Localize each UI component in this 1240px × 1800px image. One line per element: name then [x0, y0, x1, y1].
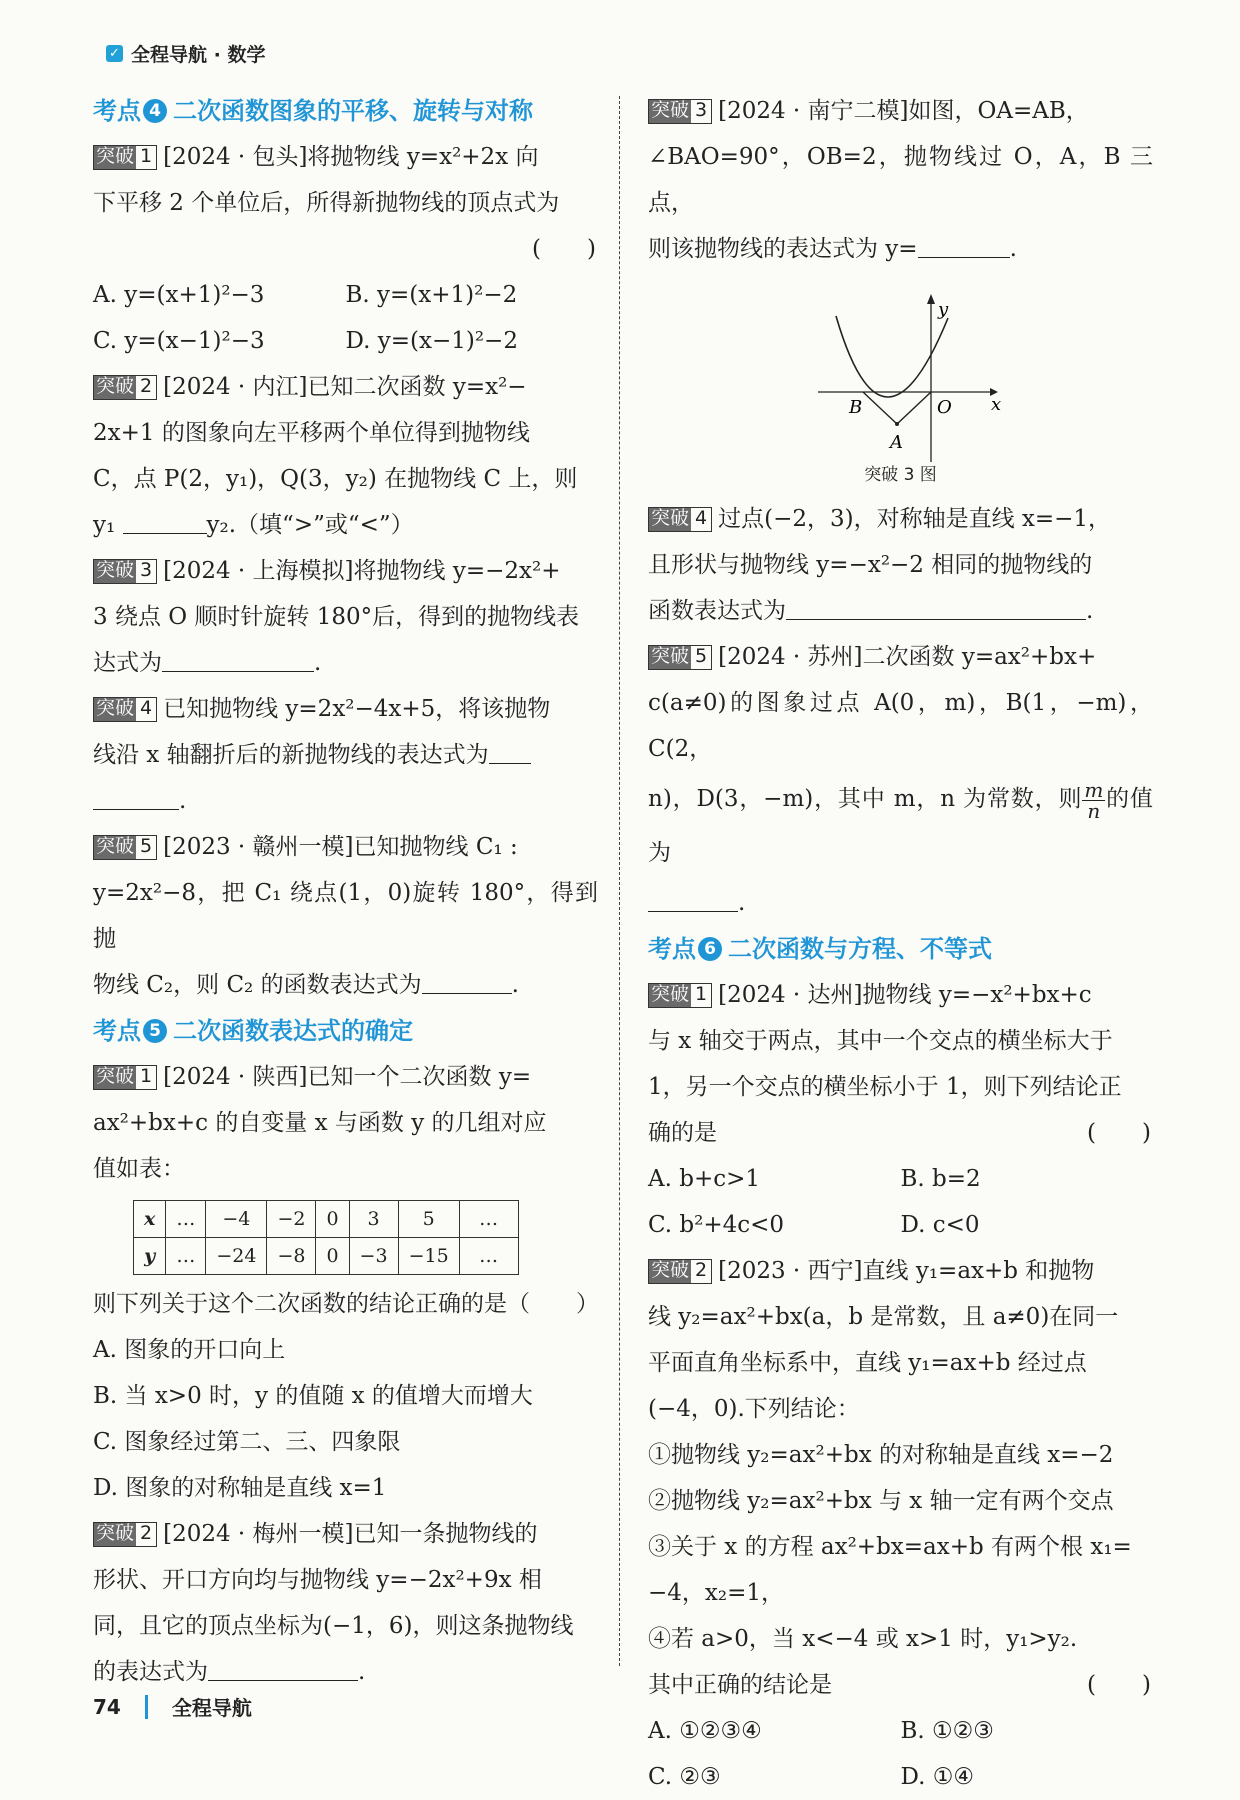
header-title: 全程导航 · 数学	[131, 44, 266, 66]
answer-blank[interactable]	[93, 789, 179, 810]
answer-bracket: ( )	[532, 236, 596, 262]
answer-blank[interactable]	[422, 973, 512, 994]
section-number-badge: 4	[143, 99, 167, 123]
right-column	[648, 88, 1153, 1800]
question-block: 突破 3 [2024 · 南宁二模]如图，OA=AB， ∠BAO=90°，OB=2，抛物线过 O，A，B 三点， 则该抛物线的表达式为 y= . x y B O A 突破 3 图	[648, 88, 1153, 488]
table-row: y … −24 −8 0 −3 −15 …	[134, 1238, 519, 1275]
question-block: 突破 1 [2024 · 陕西]已知一个二次函数 y= ax²+bx+c 的自变量 x 与函数 y 的几组对应 值如表： x … −4 −2 0 3 5 … y … −24 −8 0 −3 −15 … 则下列关于这个二次函数的结论正确的是（ ） A. 图象的开口向上 B. 当 x>0 时，y 的值随 x 的值增大而增大 C. 图象经过第二、三、四象限 D. 图象的对称轴是直线 x=1	[93, 1064, 599, 1501]
x-axis-label: x	[991, 394, 1002, 415]
question-block: 突破 2 [2023 · 西宁]直线 y₁=ax+b 和抛物 线 y₂=ax²+bx(a，b 是常数，且 a≠0)在同一 平面直角坐标系中，直线 y₁=ax+b 经过点 (−4，0).下列结论： ①抛物线 y₂=ax²+bx 的对称轴是直线 x=−2 ②抛物线 y₂=ax²+bx 与 x 轴一定有两个交点 ③关于 x 的方程 ax²+bx=ax+b 有两个根 x₁= −4，x₂=1， ④若 a>0，当 x<−4 或 x>1 时，y₁>y₂. 其中正确的结论是 ( ) A. ①②③④ B. ①②③ C. ②③ D. ①④	[648, 1248, 1153, 1800]
figure-caption: 突破 3 图	[864, 465, 937, 485]
question-block: 突破 2 [2024 · 梅州一模]已知一条抛物线的 形状、开口方向均与抛物线 y=−2x²+9x 相 同，且它的顶点坐标为(−1，6)，则这条抛物线 的表达式为 .	[93, 1521, 574, 1685]
options-row: C. ②③ D. ①④	[648, 1764, 974, 1790]
point-a	[895, 422, 899, 426]
page-number: 74	[93, 1694, 121, 1719]
options-row: A. y=(x+1)²−3 B. y=(x+1)²−2	[93, 282, 518, 308]
page-header	[106, 40, 265, 67]
section-number-badge: 6	[698, 937, 722, 961]
answer-blank[interactable]	[918, 237, 1010, 258]
triangle-oab	[863, 392, 931, 424]
tupo-tag: 突破 5	[93, 835, 157, 860]
value-table	[133, 1200, 519, 1275]
point-label-a: A	[890, 432, 903, 453]
tupo-tag: 突破 1	[93, 145, 157, 170]
options-row: A. ①②③④ B. ①②③	[648, 1718, 994, 1744]
left-column	[93, 88, 598, 1695]
question-block: 突破 5 [2024 · 苏州]二次函数 y=ax²+bx+ c(a≠0)的图象过点 A(0，m)，B(1，−m)，C(2， n)，D(3，−m)，其中 m，n 为常数，则 $\frac{m}{n}$ 的值为 .	[648, 644, 1154, 916]
answer-bracket: ( )	[1087, 1120, 1151, 1146]
question-block: 突破 4 已知抛物线 y=2x²−4x+5，将该抛物 线沿 x 轴翻折后的新抛物线的表达式为 .	[93, 696, 551, 814]
question-block: 突破 3 [2024 · 上海模拟]将抛物线 y=−2x²+ 3 绕点 O 顺时针旋转 180°后，得到的抛物线表 达式为 .	[93, 558, 580, 676]
tupo-tag: 突破 3	[648, 99, 712, 124]
question-block: 突破 1 [2024 · 包头]将抛物线 y=x²+2x 向 下平移 2 个单位后，所得新抛物线的顶点式为 ( ) A. y=(x+1)²−3 B. y=(x+1)²−2 C. y=(x−1)²−3 D. y=(x−1)²−2	[93, 134, 598, 364]
question-block: 突破 5 [2023 · 赣州一模]已知抛物线 C₁ : y=2x²−8，把 C₁ 绕点(1，0)旋转 180°，得到抛 物线 C₂，则 C₂ 的函数表达式为 .	[93, 834, 598, 998]
conclusion-item: ②抛物线 y₂=ax²+bx 与 x 轴一定有两个交点	[648, 1488, 1114, 1514]
y-axis-label: y	[938, 299, 949, 320]
question-block: 突破 2 [2024 · 内江]已知二次函数 y=x²− 2x+1 的图象向左平移两个单位得到抛物线 C，点 P(2，y₁)，Q(3，y₂) 在抛物线 C 上，则 y₁ y₂.（填“>”或“<”）	[93, 374, 578, 538]
y-axis-arrow	[927, 294, 935, 304]
footer-divider	[145, 1695, 148, 1719]
answer-blank[interactable]	[489, 743, 531, 764]
conclusion-item: ④若 a>0，当 x<−4 或 x>1 时，y₁>y₂.	[648, 1626, 1078, 1652]
answer-blank[interactable]	[648, 891, 738, 912]
answer-bracket: ( )	[1087, 1672, 1151, 1698]
answer-blank[interactable]	[208, 1660, 358, 1681]
conclusion-item: ①抛物线 y₂=ax²+bx 的对称轴是直线 x=−2	[648, 1442, 1114, 1468]
table-row: x … −4 −2 0 3 5 …	[134, 1201, 519, 1238]
tupo-tag: 突破 5	[648, 645, 712, 670]
check-icon: ✓	[106, 45, 123, 62]
tupo-tag: 突破 3	[93, 559, 157, 584]
answer-blank[interactable]	[123, 513, 207, 534]
conclusion-item: ③关于 x 的方程 ax²+bx=ax+b 有两个根 x₁=	[648, 1534, 1132, 1560]
tupo-tag: 突破 4	[648, 507, 712, 532]
answer-blank[interactable]	[162, 651, 314, 672]
answer-blank[interactable]	[786, 599, 1086, 620]
section-heading-6: 考点 6 二次函数与方程、不等式	[648, 935, 992, 963]
tupo-tag: 突破 1	[93, 1065, 157, 1090]
column-divider	[619, 96, 620, 1666]
section-heading-4: 考点 4 二次函数图象的平移、旋转与对称	[93, 97, 533, 125]
fraction-m-over-n: $\frac{m}{n}$	[1084, 777, 1104, 823]
question-block: 突破 1 [2024 · 达州]抛物线 y=−x²+bx+c 与 x 轴交于两点，其中一个交点的横坐标大于 1，另一个交点的横坐标小于 1，则下列结论正 确的是 ( ) A. b+c>1 B. b=2 C. b²+4c<0 D. c<0	[648, 972, 1153, 1248]
point-label-o: O	[937, 397, 952, 418]
question-block: 突破 4 过点(−2，3)，对称轴是直线 x=−1， 且形状与抛物线 y=−x²−2 相同的抛物线的 函数表达式为 .	[648, 506, 1112, 624]
options-row: C. y=(x−1)²−3 D. y=(x−1)²−2	[93, 328, 518, 354]
parabola-figure	[648, 272, 1153, 462]
tupo-tag: 突破 2	[648, 1259, 712, 1284]
page-footer	[93, 1692, 252, 1721]
options-row: A. b+c>1 B. b=2	[648, 1166, 981, 1192]
section-heading-5: 考点 5 二次函数表达式的确定	[93, 1017, 413, 1045]
tupo-tag: 突破 2	[93, 1522, 157, 1547]
tupo-tag: 突破 4	[93, 697, 157, 722]
section-number-badge: 5	[143, 1019, 167, 1043]
tupo-tag: 突破 2	[93, 375, 157, 400]
parabola-graph	[648, 272, 1153, 462]
options-row: C. b²+4c<0 D. c<0	[648, 1212, 980, 1238]
tupo-tag: 突破 1	[648, 983, 712, 1008]
point-label-b: B	[849, 397, 863, 418]
footer-title: 全程导航	[171, 1696, 252, 1720]
